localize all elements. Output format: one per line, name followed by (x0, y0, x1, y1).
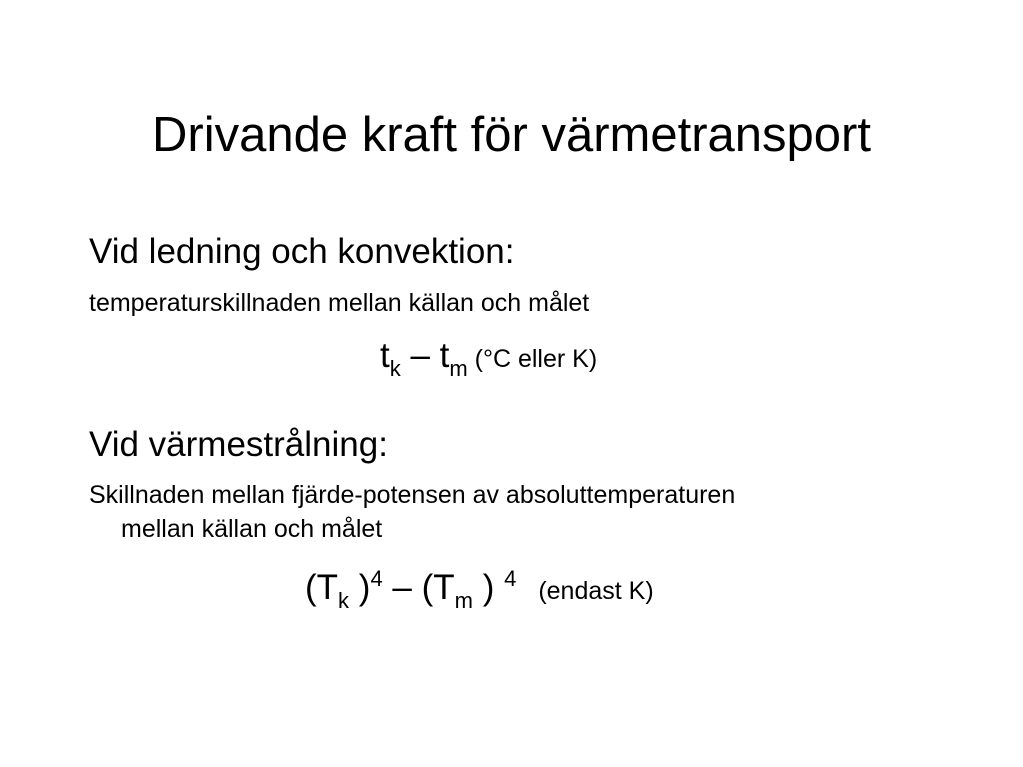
formula-t: t (380, 336, 390, 375)
formula-minus-t: – t (400, 336, 450, 375)
formula-subscript-m: m (449, 356, 468, 381)
section-description-radiation-line1: Skillnaden mellan fjärde-potensen av absoluttemperaturen (89, 481, 736, 509)
formula-exponent-4: 4 (370, 566, 383, 591)
formula-fourth-power-difference (305, 568, 654, 615)
formula-close-paren-2: ) (472, 568, 505, 607)
section-heading-conduction: Vid ledning och konvektion: (89, 232, 515, 271)
formula-minus-open-T-m: – (T (382, 568, 455, 607)
formula-unit: (°C eller K) (467, 345, 598, 373)
slide-title: Drivande kraft för värmetransport (152, 108, 871, 162)
formula-exponent-4: 4 (504, 566, 517, 591)
formula-temperature-difference (380, 336, 597, 383)
formula-unit: (endast K) (538, 577, 654, 605)
formula-subscript-k: k (389, 356, 401, 381)
formula-close-paren-1: ) (349, 568, 371, 607)
section-description-conduction: temperaturskillnaden mellan källan och målet (89, 289, 590, 317)
section-description-radiation-line2: mellan källan och målet (121, 515, 383, 543)
formula-subscript-k: k (338, 588, 350, 613)
formula-subscript-m: m (454, 588, 473, 613)
formula-open-T-k: (T (305, 568, 339, 607)
section-heading-radiation: Vid värmestrålning: (89, 425, 388, 464)
